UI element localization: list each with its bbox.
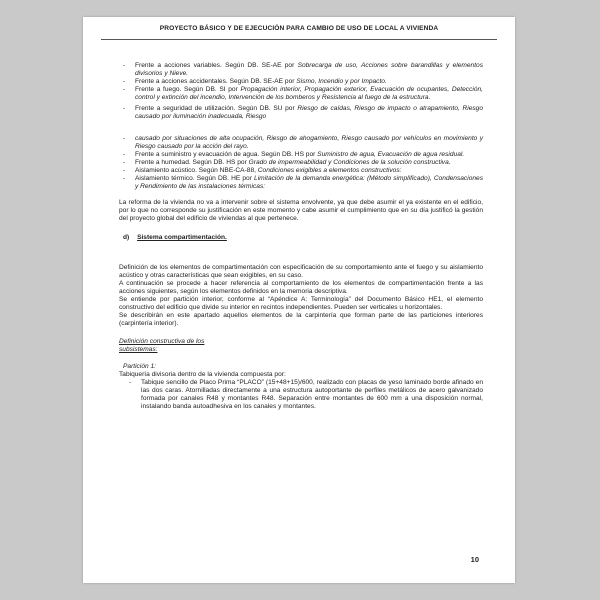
page-header: PROYECTO BÁSICO Y DE EJECUCIÓN PARA CAMBIO DE USO DE LOCAL A VIVIENDA — [159, 25, 439, 32]
section-letter: d) — [123, 234, 130, 241]
subsystems-heading-line: Definición constructiva de los — [119, 338, 205, 345]
page-number: 10 — [470, 555, 479, 564]
list-item: - Frente a suministro y evacuación de agua. Según DB. HS por Suministro de agua, Evacuación de agua residual. — [123, 151, 483, 159]
document-page — [83, 17, 515, 583]
partition-intro: Tabiquería divisoria dentro de la vivienda compuesta por: — [119, 371, 286, 378]
list-item: - Frente a fuego. Según DB. SI por Propagación interior, Propagación exterior, Evacuación de ocupantes, Detección, control y extinción del incendio, Intervención de los bomberos y Resistencia al fuego de la estructura. — [123, 86, 483, 102]
list-item: - Tabique sencillo de Placo Prima “PLACO” (15+48+15)/600, realizado con placas de yeso laminado borde afinado en las dos caras. Atornilladas directamente a una estructura autoportante de perfiles metálicos de acero galvanizado formada por canales R48 y montantes R48. Separación entre montantes de 600 mm a una disposición normal, instalando banda autoadhesiva en los canales y montantes. — [129, 379, 483, 411]
list-item: - Aislamiento acústico. Según NBE-CA-88, Condiciones exigibles a elementos constructivos: — [123, 167, 483, 175]
requirements-list-1 — [123, 62, 483, 121]
definition-block — [119, 264, 483, 328]
list-item: - Aislamiento térmico. Según DB. HE por Limitación de la demanda energética: (Método simplificado), Condensaciones y Rendimiento de las instalaciones térmicas: — [123, 175, 483, 191]
page-body — [119, 62, 484, 411]
list-item: - Frente a humedad. Según DB. HS por Grado de impermeabilidad y Condiciones de la solución constructiva. — [123, 159, 483, 167]
list-item: - Frente a acciones variables. Según DB. SE-AE por Sobrecarga de uso, Acciones sobre barandillas y elementos divisorios y Nieve. — [123, 62, 483, 78]
requirements-list-2 — [123, 135, 483, 191]
paragraph: A continuación se procede a hacer referencia al comportamiento de los elementos de compartimentación frente a las acciones siguientes, según los elementos definidos en la memoria descriptiva. — [119, 280, 483, 295]
list-item: - Frente a acciones accidentales. Según DB. SE-AE por Sismo, Incendio y por Impacto. — [123, 78, 483, 86]
section-heading-d — [123, 234, 483, 242]
partition-label: Partición 1: — [123, 363, 156, 370]
partition-block — [119, 363, 483, 411]
paragraph: Definición de los elementos de compartimentación con especificación de su comportamiento ante el fuego y su aislamiento acústico y otras características que sean exigibles, en su caso. — [119, 264, 483, 279]
header-rule — [101, 39, 497, 40]
paragraph-reforma: La reforma de la vivienda no va a intervenir sobre el sistema envolvente, ya que debe asumir el ya existente en el edificio, por lo que no corresponde su justificación en este momento y cabe asumir el cumplimiento que en su día justificó la gestión del proyecto global del edificio de viviendas al que pertenece. — [119, 199, 483, 222]
subsystems-heading-line: subsistemas: — [119, 346, 158, 353]
paragraph: Se entiende por partición interior, conforme al “Apéndice A: Terminología” del Documento Básico HE1, el elemento constructivo del edificio que divide su interior en recintos independientes. Pueden ser verticales u horizontales. — [119, 296, 483, 311]
subsystems-heading — [119, 338, 483, 354]
list-item: - Frente a seguridad de utilización. Según DB. SU por Riesgo de caídas, Riesgo de impacto o atrapamiento, Riesgo causado por iluminación inadecuada, Riesgo — [123, 105, 483, 121]
paragraph: Se describirán en este apartado aquellos elementos de la carpintería que forman parte de las particiones interiores (carpintería interior). — [119, 312, 483, 327]
section-title: Sistema compartimentación. — [137, 234, 227, 241]
list-item: - causado por situaciones de alta ocupación, Riesgo de ahogamiento, Riesgo causado por vehículos en movimiento y Riesgo causado por la acción del rayo. — [123, 135, 483, 151]
